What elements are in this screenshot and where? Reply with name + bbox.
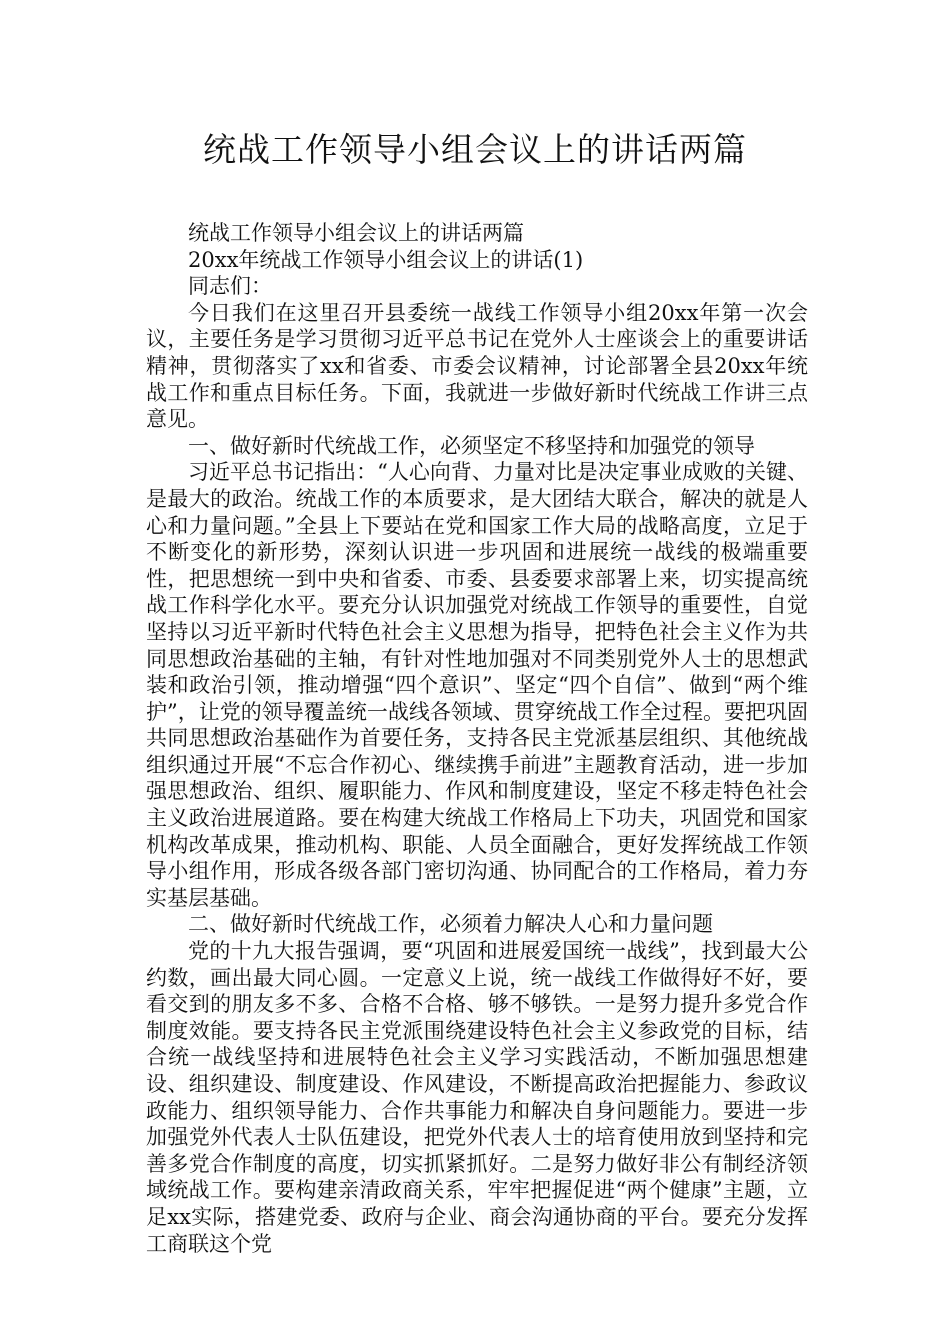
paragraph-section-1: 习近平总书记指出：“人心向背、力量对比是决定事业成败的关键、是最大的政治。统战工作的本质要求，是大团结大联合，解决的就是人心和力量问题。”全县上下要站在党和国家工作大局的战略高度，立足于不断变化的新形势，深刻认识进一步巩固和进展统一战线的极端重要性，把思想统一到中央和省委、市委、县委要求部署上来，切实提高统战工作科学化水平。要充分认识加强党对统战工作领导的重要性，自觉坚持以习近平新时代特色社会主义思想为指导，把特色社会主义作为共同思想政治基础的主轴，有针对性地加强对不同类别党外人士的思想武装和政治引领，推动增强“四个意识”、坚定“四个自信”、做到“两个维护”，让党的领导覆盖统一战线各领域、贯穿统战工作全过程。要把巩固共同思想政治基础作为首要任务，支持各民主党派基层组织、其他统战组织通过开展“不忘合作初心、继续携手前进”主题教育活动，进一步加强思想政治、组织、履职能力、作风和制度建设，坚定不移走特色社会主义政治进展道路。要在构建大统战工作格局上下功夫，巩固党和国家机构改革成果，推动机构、职能、人员全面融合，更好发挥统战工作领导小组作用，形成各级各部门密切沟通、协同配合的工作格局，着力夯实基层基础。 [146,460,808,910]
paragraph-heading-2: 二、做好新时代统战工作，必须着力解决人心和力量问题 [188,912,713,937]
paragraph-subtitle: 统战工作领导小组会议上的讲话两篇 [188,221,524,245]
paragraph-salutation: 同志们： [188,274,272,299]
paragraph-section-2: 党的十九大报告强调，要“巩固和进展爱国统一战线”，找到最大公约数，画出最大同心圆。一定意义上说，统一战线工作做得好不好，要看交到的朋友多不多、合格不合格、够不够铁。一是努力提升多党合作制度效能。要支持各民主党派围绕建设特色社会主义参政党的目标，结合统一战线坚持和进展特色社会主义学习实践活动，不断加强思想建设、组织建设、制度建设、作风建设，不断提高政治把握能力、参政议政能力、组织领导能力、合作共事能力和解决自身问题能力。要进一步加强党外代表人士队伍建设，把党外代表人士的培育使用放到坚持和完善多党合作制度的高度，切实抓紧抓好。二是努力做好非公有制经济领域统战工作。要构建亲清政商关系，牢牢把握促进“两个健康”主题，立足xx实际，搭建党委、政府与企业、商会沟通协商的平台。要充分发挥工商联这个党 [146,939,808,1256]
document-title: 统战工作领导小组会议上的讲话两篇 [203,130,747,169]
paragraph-heading-1: 一、做好新时代统战工作，必须坚定不移坚持和加强党的领导 [188,433,755,458]
paragraph-intro: 今日我们在这里召开县委统一战线工作领导小组20xx年第一次会议，主要任务是学习贯彻习近平总书记在党外人士座谈会上的重要讲话精神，贯彻落实了xx和省委、市委会议精神，讨论部署全县20xx年统战工作和重点目标任务。下面，我就进一步做好新时代统战工作讲三点意见。 [146,300,808,432]
paragraph-speech-title: 20xx年统战工作领导小组会议上的讲话(1) [188,247,584,272]
document-body [146,220,808,1257]
